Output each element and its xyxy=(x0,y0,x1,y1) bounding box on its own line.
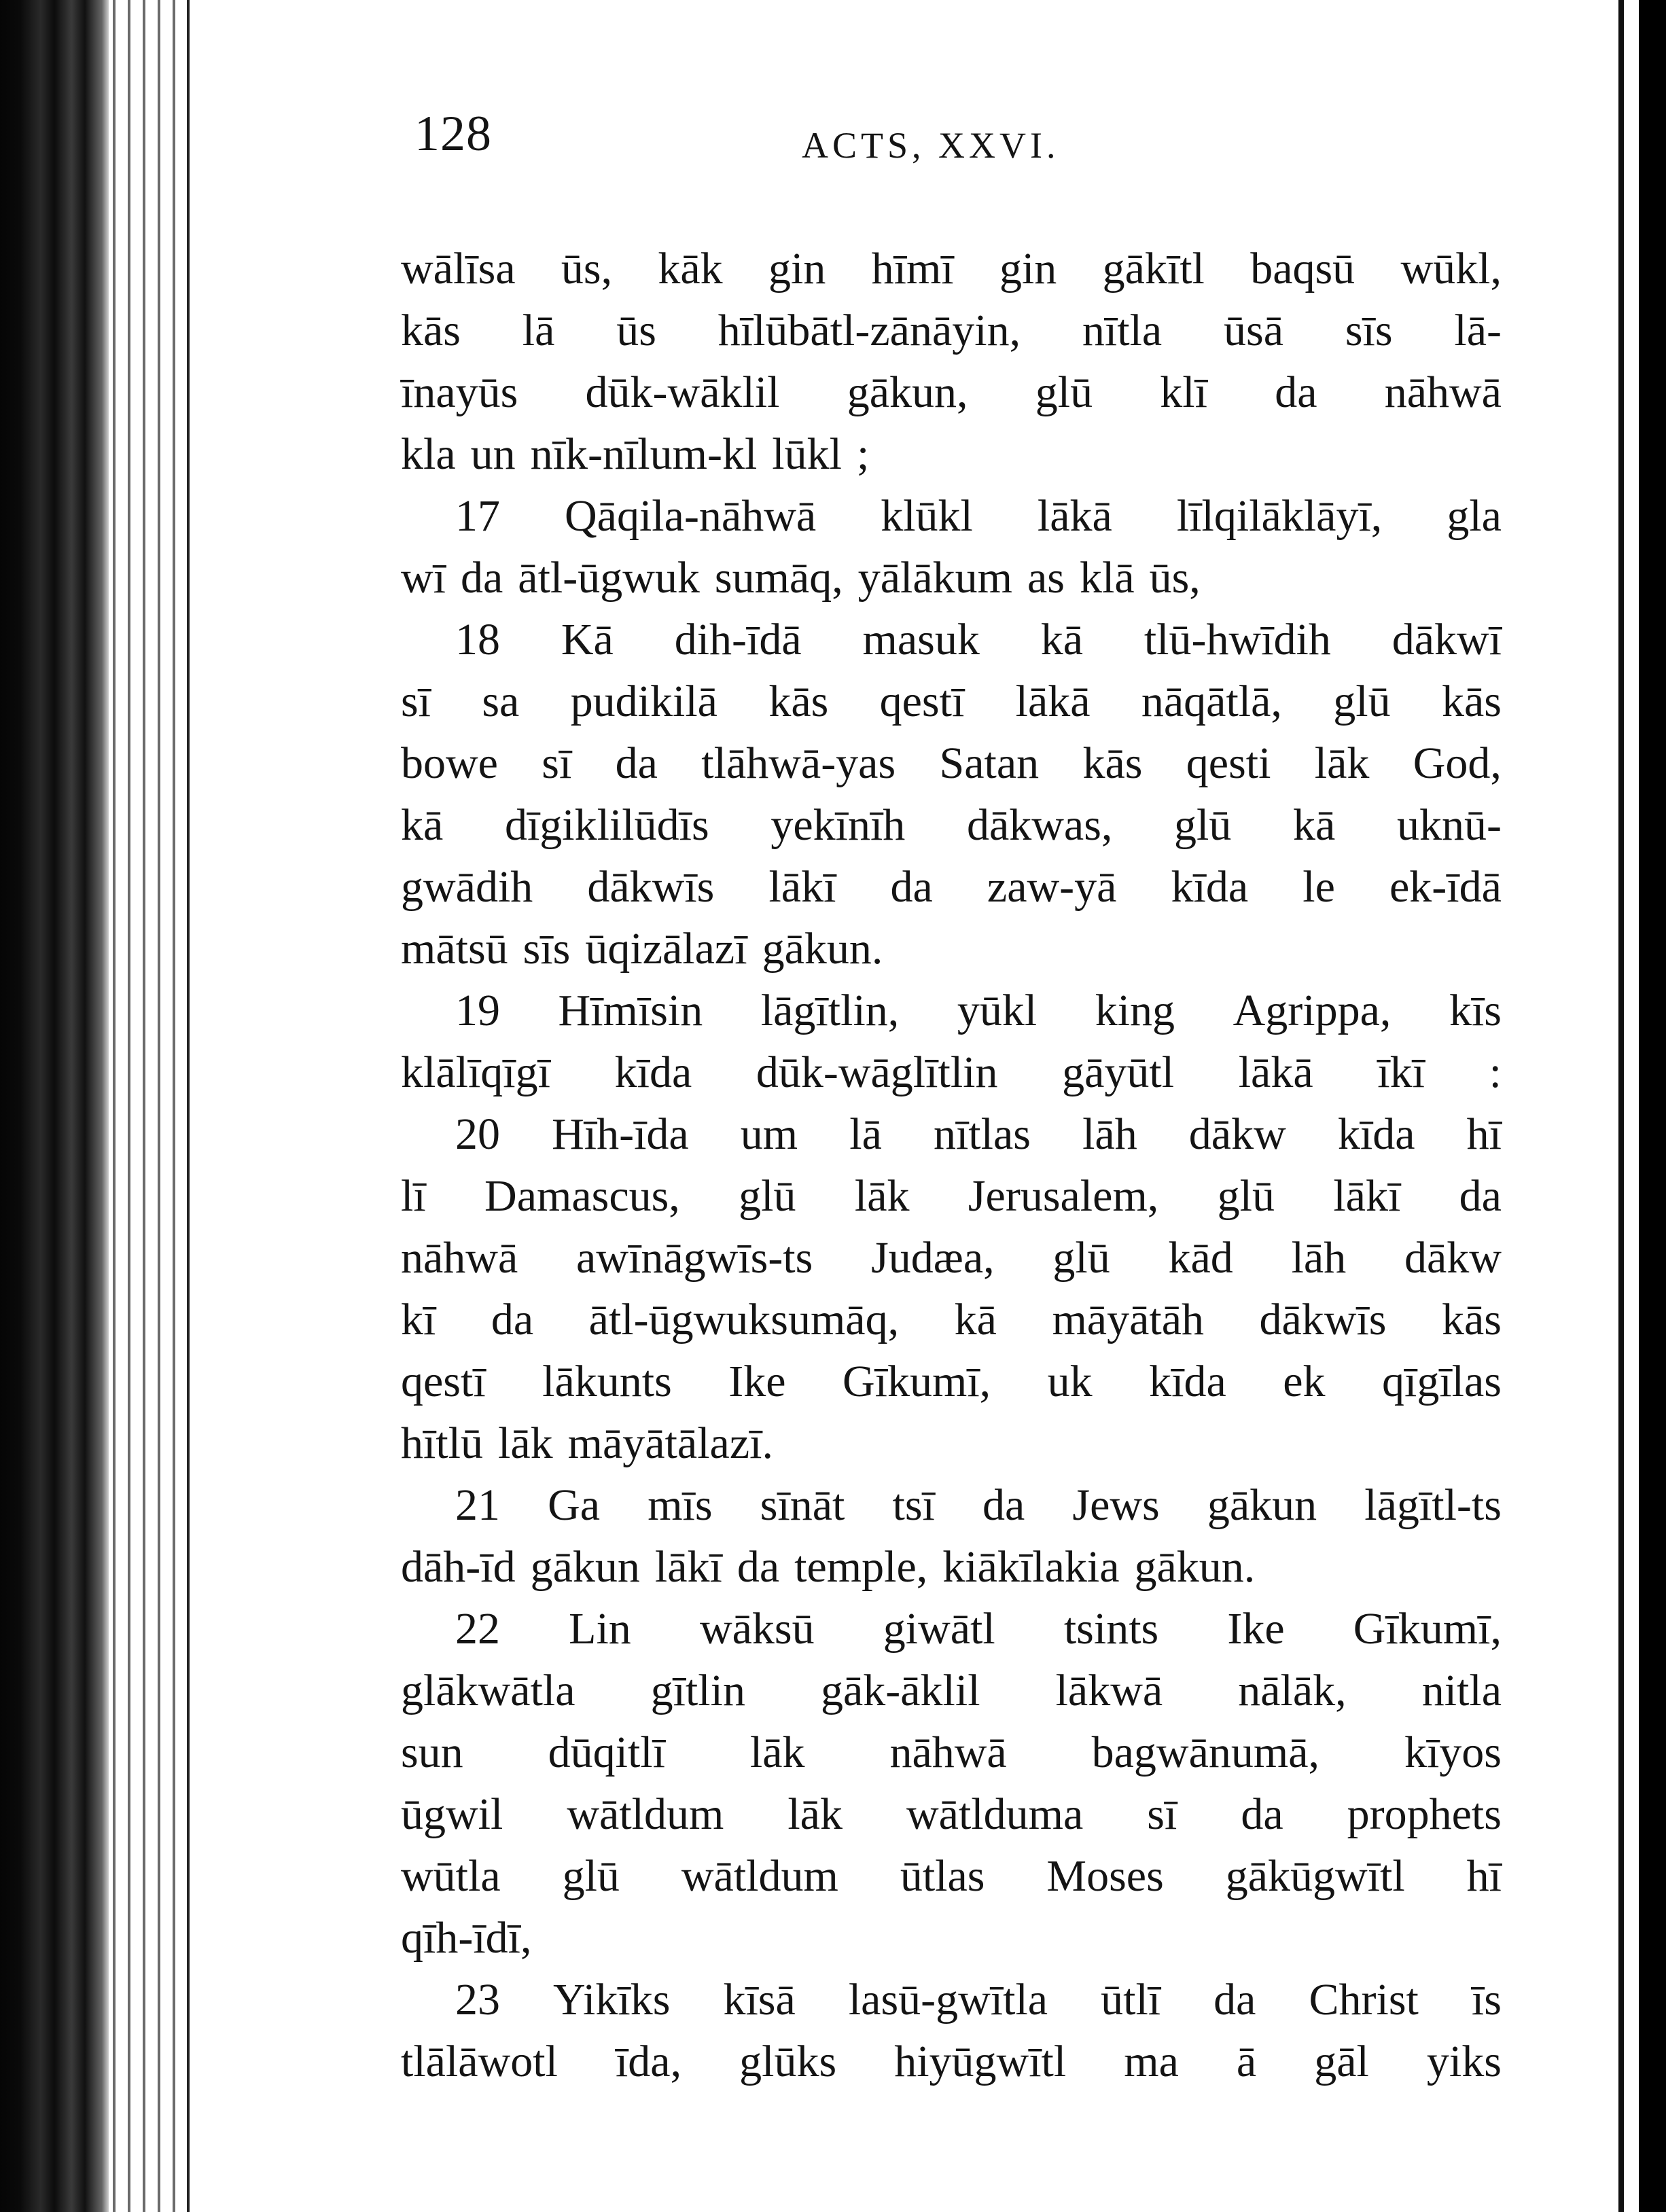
running-title: ACTS, XXVI. xyxy=(802,125,1060,166)
text-line: tlālāwotl īda, glūks hiyūgwītl ma ā gāl yiks xyxy=(401,2037,1502,2086)
page-number: 128 xyxy=(414,106,492,162)
text-line: 18 Kā dih-īdā masuk kā tlū-hwīdih dākwī xyxy=(455,615,1502,664)
text-line: sun dūqitlī lāk nāhwā bagwānumā, kīyos xyxy=(401,1728,1502,1777)
text-line: qīh-īdī, xyxy=(401,1913,532,1963)
text-line: īnayūs dūk-wāklil gākun, glū klī da nāhwā xyxy=(401,368,1502,417)
text-line: kās lā ūs hīlūbātl-zānāyin, nītla ūsā sīs lā- xyxy=(401,306,1502,355)
text-line: nāhwā awīnāgwīs-ts Judæa, glū kād lāh dākw xyxy=(401,1233,1502,1283)
text-line: glākwātla gītlin gāk-āklil lākwā nālāk, nitla xyxy=(401,1666,1502,1715)
text-line: mātsū sīs ūqizālazī gākun. xyxy=(401,924,883,974)
text-line: kla un nīk-nīlum-kl lūkl ; xyxy=(401,429,870,479)
text-line: 22 Lin wāksū giwātl tsints Ike Gīkumī, xyxy=(455,1604,1502,1654)
text-line: dāh-īd gākun lākī da temple, kiākīlakia gākun. xyxy=(401,1542,1256,1592)
book-page xyxy=(394,105,1522,2086)
text-line: 20 Hīh-īda um lā nītlas lāh dākw kīda hī xyxy=(455,1109,1502,1159)
text-line: kī da ātl-ūgwuksumāq, kā māyātāh dākwīs kās xyxy=(401,1295,1502,1344)
text-line: hītlū lāk māyātālazī. xyxy=(401,1419,773,1468)
text-line: wī da ātl-ūgwuk sumāq, yālākum as klā ūs, xyxy=(401,553,1201,603)
text-line: sī sa pudikilā kās qestī lākā nāqātlā, glū kās xyxy=(401,677,1502,726)
text-line: bowe sī da tlāhwā-yas Satan kās qesti lāk God, xyxy=(401,738,1502,788)
text-line: wālīsa ūs, kāk gin hīmī gin gākītl baqsū wūkl, xyxy=(401,244,1502,293)
book-binding xyxy=(0,0,109,2212)
text-line: 19 Hīmīsin lāgītlin, yūkl king Agrippa, kīs xyxy=(455,986,1502,1035)
text-line: 21 Ga mīs sīnāt tsī da Jews gākun lāgītl-ts xyxy=(455,1480,1502,1530)
text-line: wūtla glū wātldum ūtlas Moses gākūgwītl hī xyxy=(401,1851,1502,1901)
text-line: ūgwil wātldum lāk wātlduma sī da prophets xyxy=(401,1789,1502,1839)
text-line: kā dīgiklilūdīs yekīnīh dākwas, glū kā uknū- xyxy=(401,800,1502,850)
body-text xyxy=(401,238,1502,2092)
page-stack-edge xyxy=(109,0,183,2212)
text-line: qestī lākunts Ike Gīkumī, uk kīda ek qīgīlas xyxy=(401,1357,1502,1406)
text-line: lī Damascus, glū lāk Jerusalem, glū lākī da xyxy=(401,1171,1502,1221)
page-header xyxy=(394,105,1522,194)
text-line: 23 Yikīks kīsā lasū-gwītla ūtlī da Christ īs xyxy=(455,1975,1502,2024)
page-border xyxy=(187,0,190,2212)
text-line: klālīqīgī kīda dūk-wāglītlin gāyūtl lākā īkī : xyxy=(401,1048,1502,1097)
scan-right-edge xyxy=(1591,0,1666,2212)
text-line: gwādih dākwīs lākī da zaw-yā kīda le ek-īdā xyxy=(401,862,1502,912)
text-line: 17 Qāqila-nāhwā klūkl lākā līlqilāklāyī, gla xyxy=(455,491,1502,541)
